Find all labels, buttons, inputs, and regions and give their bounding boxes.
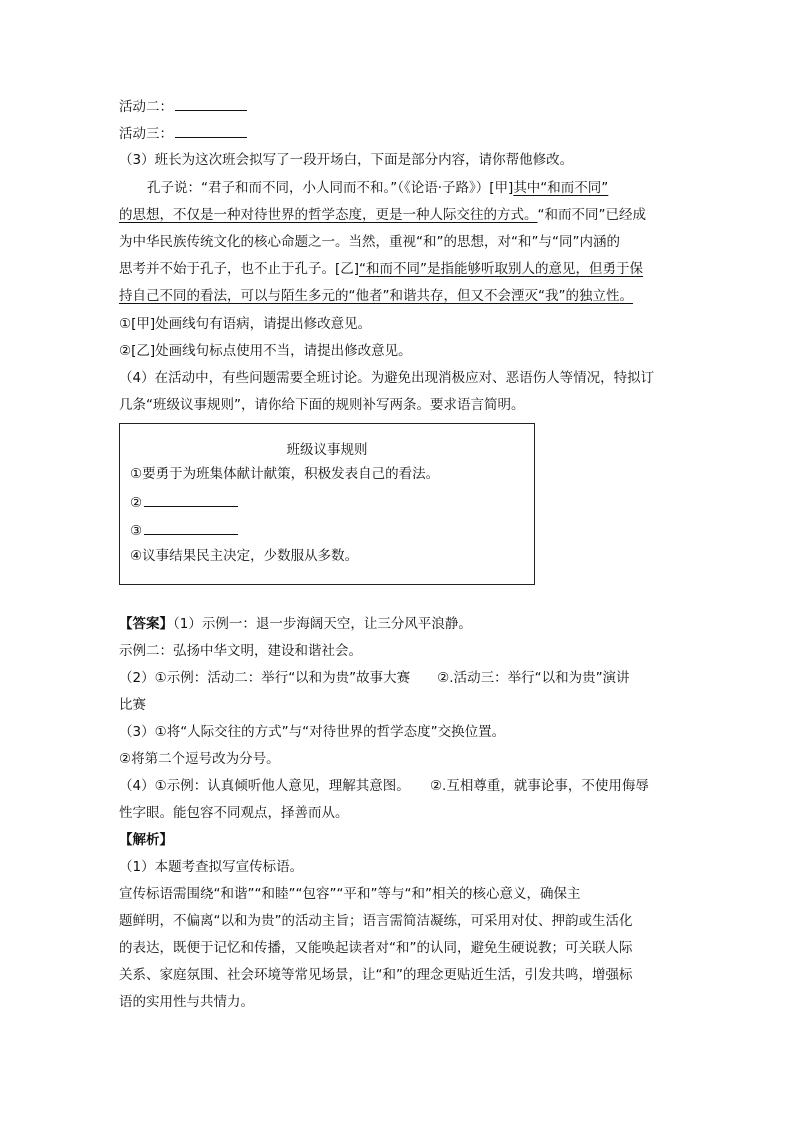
rule-item <box>130 520 238 541</box>
answer-line: ②将第二个逗号改为分号。 <box>119 751 280 767</box>
answer-text: （1）示例一：退一步海阔天空，让三分风平浪静。 <box>173 616 472 632</box>
passage-line <box>119 205 646 225</box>
activity-two-line <box>119 96 247 117</box>
passage-line <box>147 178 608 198</box>
rule-item <box>130 492 238 513</box>
answer-line: 性字眼。能包容不同观点，择善而从。 <box>119 805 349 821</box>
passage-text: 孔子说：“君子和而不同，小人同而不和。”（《论语·子路》）[甲] <box>147 180 514 196</box>
question-4-prompt-cont: 几条“班级议事规则”，请你给下面的规则补写两条。要求语言简明。 <box>119 397 525 413</box>
underlined-sentence-jia: 其中“和而不同” <box>513 180 609 196</box>
rules-box <box>119 423 535 585</box>
answer-line <box>119 614 472 634</box>
underlined-sentence-jia: 的思想，不仅是一种对待世界的哲学态度，更是一种人际交往的方式。 <box>119 207 538 223</box>
passage-text: “和而不同”已经成 <box>537 207 646 223</box>
analysis-label: 【解析】 <box>119 832 173 848</box>
rule-item: ①要勇于为班集体献计献策，积极发表自己的看法。 <box>130 466 440 482</box>
rules-title: 班级议事规则 <box>286 442 368 458</box>
rule-number: ② <box>130 495 143 511</box>
answer-line: （4）①示例：认真倾听他人意见，理解其意图。 ②.互相尊重，就事论事，不使用侮辱 <box>119 778 649 794</box>
activity-three-line <box>119 123 247 144</box>
passage-text: 思考并不始于孔子，也不止于孔子。[乙] <box>119 261 360 277</box>
answer-line: 比赛 <box>119 697 146 713</box>
question-item: ①[甲]处画线句有语病，请提出修改意见。 <box>119 316 372 332</box>
answer-line: 示例二：弘扬中华文明，建设和谐社会。 <box>119 643 362 659</box>
answer-blank <box>175 96 247 111</box>
question-item: ②[乙]处画线句标点使用不当，请提出修改意见。 <box>119 343 412 359</box>
analysis-line: 关系、家庭氛围、社会环境等常见场景，让“和”的理念更贴近生活，引发共鸣，增强标 <box>119 967 633 983</box>
analysis-line: 宣传标语需围绕“和谐”“和睦”“包容”“平和”等与“和”相关的核心意义，确保主 <box>119 886 581 902</box>
underlined-sentence-yi: “和而不同”是指能够听取别人的意见，但勇于保 <box>359 261 644 277</box>
answer-blank <box>144 520 238 535</box>
rule-item: ④议事结果民主决定，少数服从多数。 <box>130 548 359 564</box>
activity-two-label: 活动二： <box>119 99 173 115</box>
answer-blank <box>144 492 238 507</box>
answer-line: （2）①示例：活动二：举行“以和为贵”故事大赛 ②.活动三：举行“以和为贵”演讲 <box>119 670 630 686</box>
underlined-sentence-yi: 持自己不同的看法，可以与陌生多元的“他者”和谐共存，但又不会湮灭“我”的独立性。 <box>119 288 633 304</box>
answer-label: 【答案】 <box>119 616 173 632</box>
question-4-prompt: （4）在活动中，有些问题需要全班讨论。为避免出现消极应对、恶语伤人等情况，特拟订 <box>119 370 655 386</box>
analysis-line: （1）本题考查拟写宣传标语。 <box>119 859 304 875</box>
passage-line <box>119 286 633 306</box>
analysis-line: 语的实用性与共情力。 <box>119 994 254 1010</box>
answer-blank <box>175 123 247 138</box>
passage-line <box>119 259 643 279</box>
rule-number: ③ <box>130 523 143 539</box>
analysis-line: 的表达，既便于记忆和传播，又能唤起读者对“和”的认同，避免生硬说教；可关联人际 <box>119 940 633 956</box>
question-3-prompt: （3）班长为这次班会拟写了一段开场白，下面是部分内容，请你帮他修改。 <box>119 152 574 168</box>
analysis-line: 题鲜明，不偏离“以和为贵”的活动主旨；语言需简洁凝练，可采用对仗、押韵或生活化 <box>119 913 633 929</box>
passage-line: 为中华民族传统文化的核心命题之一。当然，重视“和”的思想，对“和”与“同”内涵的 <box>119 234 620 250</box>
activity-three-label: 活动三： <box>119 126 173 142</box>
answer-line: （3）①将“人际交往的方式”与“对待世界的哲学态度”交换位置。 <box>119 724 506 740</box>
